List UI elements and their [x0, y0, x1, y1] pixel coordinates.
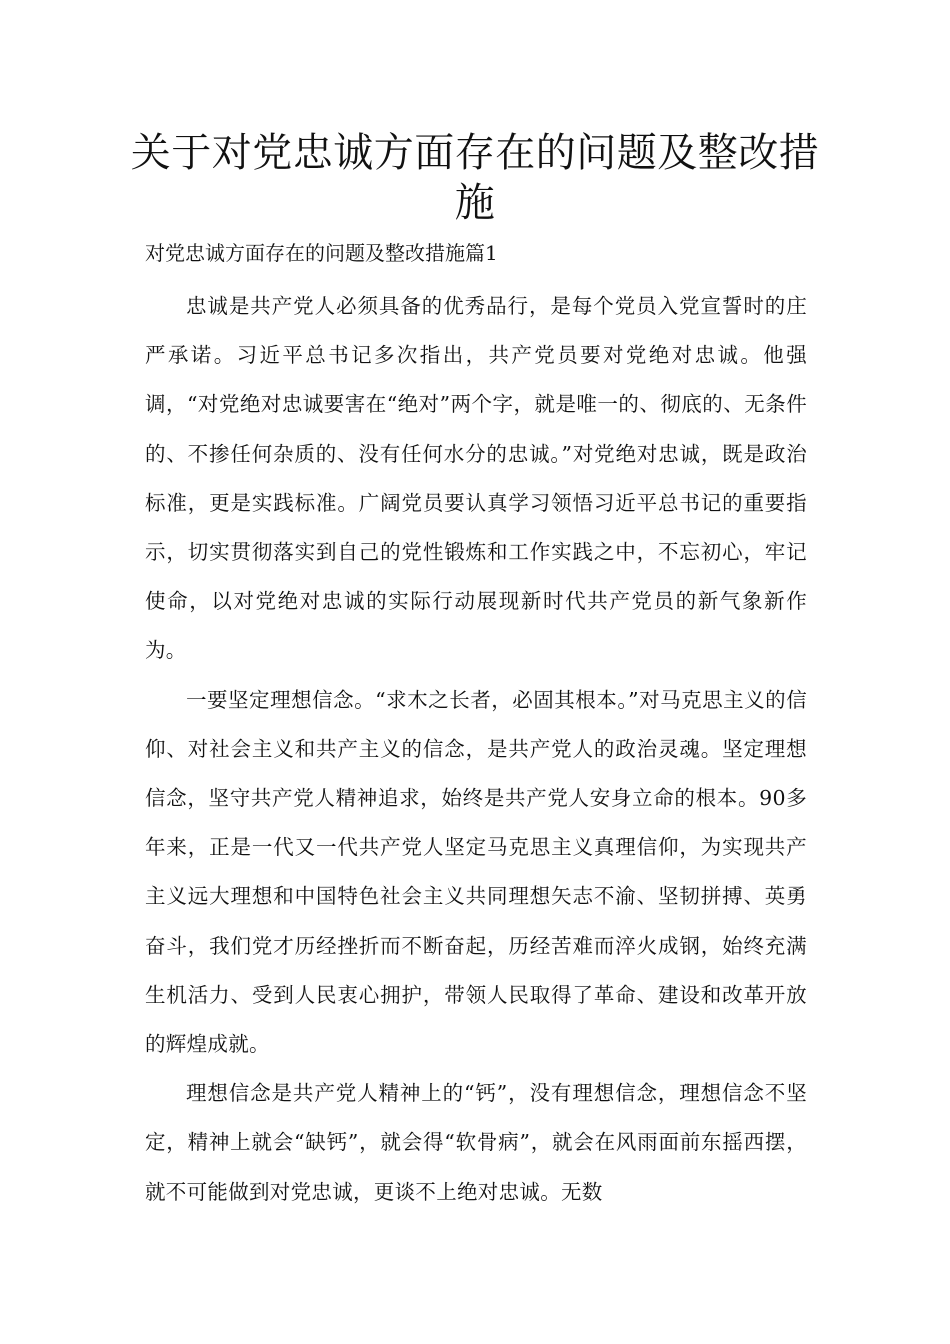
paragraph: 理想信念是共产党人精神上的“钙”，没有理想信念，理想信念不坚定，精神上就会“缺钙”，就会得“软骨病”，就会在风雨面前东摇西摆，就不可能做到对党忠诚，更谈不上绝对忠诚。无数: [145, 1081, 807, 1204]
document-body: [145, 282, 807, 1217]
document-subtitle: 对党忠诚方面存在的问题及整改措施篇1: [145, 241, 498, 265]
paragraph: 忠诚是共产党人必须具备的优秀品行，是每个党员入党宣誓时的庄严承诺。习近平总书记多次指出，共产党员要对党绝对忠诚。他强调，“对党绝对忠诚要害在“绝对”两个字，就是唯一的、彻底的、无条件的、不掺任何杂质的、没有任何水分的忠诚。”对党绝对忠诚，既是政治标准，更是实践标准。广阔党员要认真学习领悟习近平总书记的重要指示，切实贯彻落实到自己的党性锻炼和工作实践之中，不忘初心，牢记使命，以对党绝对忠诚的实际行动展现新时代共产党员的新气象新作为。: [145, 294, 807, 663]
paragraph: 一要坚定理想信念。“求木之长者，必固其根本。”对马克思主义的信仰、对社会主义和共产主义的信念，是共产党人的政治灵魂。坚定理想信念，坚守共产党人精神追求，始终是共产党人安身立命的根本。90多年来，正是一代又一代共产党人坚定马克思主义真理信仰，为实现共产主义远大理想和中国特色社会主义共同理想矢志不渝、坚韧拼搏、英勇奋斗，我们党才历经挫折而不断奋起，历经苦难而淬火成钢，始终充满生机活力、受到人民衷心拥护，带领人民取得了革命、建设和改革开放的辉煌成就。: [145, 687, 807, 1057]
document-title: 关于对党忠诚方面存在的问题及整改措施: [130, 130, 820, 226]
